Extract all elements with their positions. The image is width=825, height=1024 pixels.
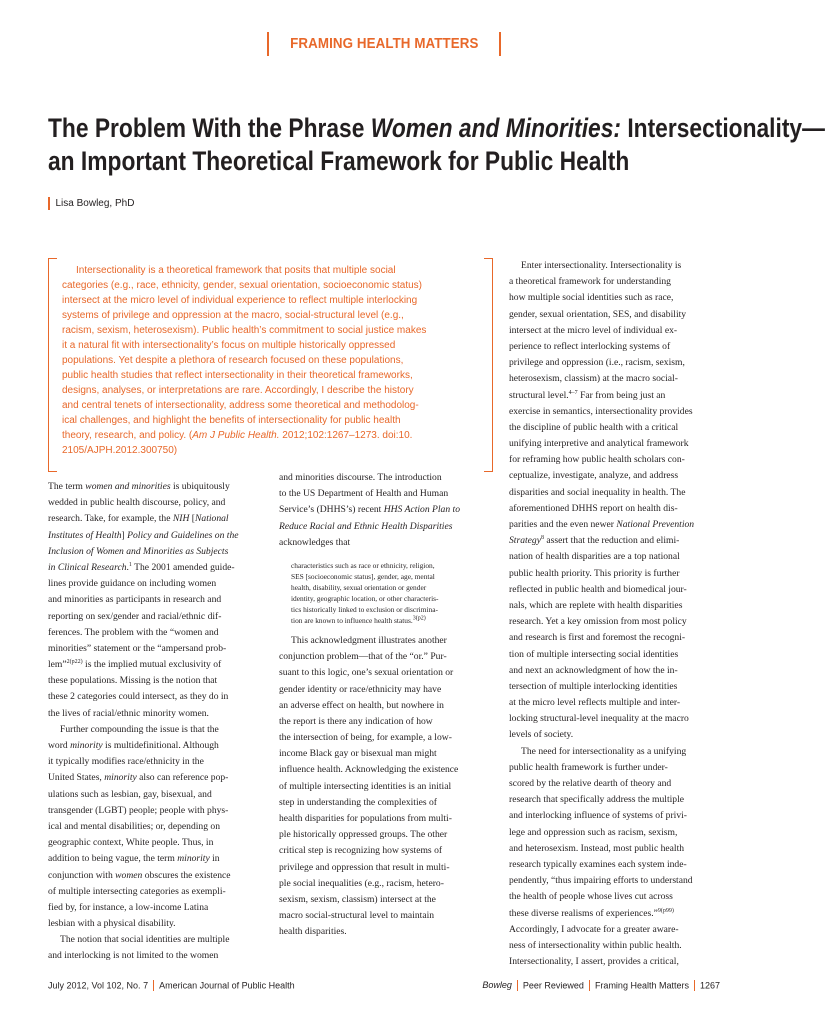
body-column-1 xyxy=(48,479,263,965)
body-line: influence health. Acknowledging the existence xyxy=(279,764,459,776)
body-line: the health of people whose lives cut across xyxy=(509,891,673,903)
byline xyxy=(48,197,134,210)
body-line: geographic context, White people. Thus, in xyxy=(48,837,214,849)
section-divider-right xyxy=(499,32,501,56)
body-line: of multiple intersecting identities is an initial xyxy=(279,780,452,792)
abstract: Intersectionality is a theoretical framework that posits that multiple social categories (e.g., race, ethnicity, gender, sexual orientation, socioeconomic status) intersect at the micro level of individual experience to reflect multiple interlocking systems of privilege and oppression at the macro, social-structural level (e.g., racism, sexism, heterosexism). Public health’s commitment to social justice makes it a natural fit with intersectionality’s focus on multiple historically oppressed populations. Yet despite a plethora of research focused on these populations, public health studies that reflect intersectionality in their theoretical frameworks, designs, analyses, or interpretations are rare. Accordingly, I describe the history and central tenets of intersectionality, address some theoretical and methodolog- ical challenges, and highlight the benefits of intersectionality for public health theory, research, and policy. (Am J Public Health. 2012;102:1267–1273. doi:10. 2105/AJPH.2012.300750) xyxy=(62,263,477,458)
body-line: and interlocking influence of systems of privi- xyxy=(509,810,687,822)
body-line: conjunction problem—that of the “or.” Pur- xyxy=(279,651,447,663)
footer-review: Peer Reviewed xyxy=(522,980,584,991)
body-line: wedded in public health discourse, policy, and xyxy=(48,497,226,509)
abstract-citation: 2012;102:1267–1273. doi:10. xyxy=(279,430,413,441)
body-line: it typically modifies race/ethnicity in the xyxy=(48,756,204,768)
body-line: ness of intersectionality within public health. xyxy=(509,939,682,951)
body-line: sexism, sexism, classism) intersect at the xyxy=(279,893,436,905)
quote-line: SES [socioeconomic status], gender, age, mental xyxy=(291,571,435,581)
body-line: step in understanding the complexities of xyxy=(279,796,437,808)
body-line: ple social inequalities (e.g., racism, hetero- xyxy=(279,877,444,889)
body-line: research. Take, for example, the NIH [National xyxy=(48,513,229,525)
body-line: for reframing how public health scholars con- xyxy=(509,454,685,466)
body-line: disparities and social inequality in health. The xyxy=(509,486,686,498)
body-line: Institutes of Health] Policy and Guidelines on the xyxy=(48,529,239,541)
body-line: nals, which are replete with health disparities xyxy=(509,599,683,611)
footer-left xyxy=(48,980,295,991)
body-line: Service’s (DHHS’s) recent HHS Action Plan to xyxy=(279,504,461,516)
body-line: The term women and minorities is ubiquitously xyxy=(48,481,230,492)
body-line: research typically examines each system inde- xyxy=(509,858,687,870)
body-line: privilege and oppression that result in multi- xyxy=(279,861,450,873)
body-line: in Clinical Research.$^1$ The 2001 amended guide- xyxy=(48,561,235,573)
body-line: and minorities as participants in research and xyxy=(48,594,222,606)
body-line: and next an acknowledgment of how the in- xyxy=(509,664,678,676)
abstract-citation-journal: Am J Public Health. xyxy=(192,430,280,441)
footer-divider xyxy=(589,980,590,991)
body-line: suant to this logic, one’s sexual orientation or xyxy=(279,667,454,679)
body-line: unifying interpretive and analytical framework xyxy=(509,438,689,450)
footer-divider xyxy=(694,980,695,991)
section-header xyxy=(0,32,768,56)
body-line: fied by, for instance, a low-income Latina xyxy=(48,901,209,913)
abstract-line: populations. Yet despite a plethora of research focused on these populations, xyxy=(62,355,404,366)
body-line: addition to being vague, the term minority in xyxy=(48,853,220,865)
body-line: and interlocking is not limited to the women xyxy=(48,950,219,962)
body-line: lege and oppression such as racism, sexism, xyxy=(509,826,678,838)
footer-section: Framing Health Matters xyxy=(594,980,689,991)
body-line: Reduce Racial and Ethnic Health Disparities xyxy=(279,520,453,532)
body-line: and research is first and foremost the recogni- xyxy=(509,632,686,644)
body-column-3 xyxy=(509,258,724,970)
body-line: privilege and oppression (i.e., racism, sexism, xyxy=(509,357,685,369)
body-line: Enter intersectionality. Intersectionality is xyxy=(521,260,682,271)
body-line: how multiple social identities such as race, xyxy=(509,292,674,304)
body-line: pendently, “thus impairing efforts to understand xyxy=(509,875,693,887)
section-label: FRAMING HEALTH MATTERS xyxy=(289,36,479,52)
body-line: health disparities for populations from multi- xyxy=(279,813,452,824)
quote-line: tics historically linked to exclusion or discrimina- xyxy=(291,604,438,614)
body-line: The need for intersectionality as a unifying xyxy=(521,745,687,757)
body-line: The notion that social identities are multiple xyxy=(60,934,230,946)
abstract-line: public health studies that reflect intersectionality in their theoretical frameworks, xyxy=(62,370,413,381)
body-line: ulations such as lesbian, gay, bisexual, and xyxy=(48,788,212,800)
body-line: United States, minority also can reference pop- xyxy=(48,772,229,784)
body-line: Intersectionality, I assert, provides a critical, xyxy=(509,956,679,968)
body-line: tion of multiple intersecting social identities xyxy=(509,648,679,660)
body-line: research. Yet a key omission from most policy xyxy=(509,616,687,628)
abstract-line: Intersectionality is a theoretical framework that posits that multiple social xyxy=(76,265,396,276)
title-line-2: an Important Theoretical Framework for Public Health xyxy=(48,146,630,176)
body-line: ceptualize, investigate, analyze, and address xyxy=(509,470,679,482)
body-column-2 xyxy=(279,470,494,941)
body-line: parities and the even newer National Prevention xyxy=(509,519,695,530)
abstract-line: racism, sexism, heterosexism). Public health’s commitment to social justice makes xyxy=(62,325,427,336)
body-line: tersection of multiple interlocking identities xyxy=(509,680,678,692)
body-line: perience to reflect interlocking systems of xyxy=(509,340,671,352)
body-line: lesbian with a physical disability. xyxy=(48,918,176,930)
body-line: macro social-structural level to maintain xyxy=(279,910,435,922)
abstract-line: intersect at the micro level of individual experience to reflect multiple interlocking xyxy=(62,295,418,306)
body-line: income Black gay or bisexual man might xyxy=(279,748,437,760)
page-number: 1267 xyxy=(699,980,720,991)
body-line: acknowledges that xyxy=(279,536,351,548)
body-line: and minorities discourse. The introduction xyxy=(279,472,442,483)
abstract-doi: 2105/AJPH.2012.300750) xyxy=(62,445,178,456)
abstract-bracket-left xyxy=(48,258,57,472)
title-part: The Problem With the Phrase xyxy=(48,113,371,143)
body-line: an adverse effect on health, but nowhere in xyxy=(279,699,444,711)
abstract-bracket-right xyxy=(484,258,493,472)
abstract-line: systems of privilege and oppression at the macro, social-structural level (e.g., xyxy=(62,310,404,321)
body-line: these diverse realisms of experiences.”$^{9(p99)}$ xyxy=(509,907,674,919)
body-line: Inclusion of Women and Minorities as Subjects xyxy=(48,545,229,557)
body-line: This acknowledgment illustrates another xyxy=(291,634,447,646)
body-line: public health framework is further under- xyxy=(509,761,668,773)
body-line: structural level.$^{4-7}$ Far from being just an xyxy=(509,389,666,401)
abstract-line: theory, research, and policy. xyxy=(62,430,187,441)
body-line: the discipline of public health with a critical xyxy=(509,421,679,433)
footer-divider xyxy=(517,980,518,991)
body-line: lem”$^{2(p22)}$ is the implied mutual exclusivity of xyxy=(48,658,222,671)
body-line: aforementioned DHHS report on health dis- xyxy=(509,502,678,514)
body-line: conjunction with women obscures the existence xyxy=(48,869,231,881)
footer-journal: American Journal of Public Health xyxy=(159,980,295,991)
body-line: at the micro level reflects multiple and inter- xyxy=(509,697,681,709)
body-line: gender, sexual orientation, SES, and disability xyxy=(509,308,687,320)
quote-line: characteristics such as race or ethnicity, religion, xyxy=(291,560,435,570)
article-title xyxy=(48,112,825,178)
body-line: gender identity or race/ethnicity may have xyxy=(279,683,442,695)
body-line: research that specifically address the multiple xyxy=(509,794,685,806)
body-line: the report is there any indication of how xyxy=(279,715,433,727)
abstract-line: it a natural fit with intersectionality’s focus on multiple historically oppressed xyxy=(62,340,396,351)
abstract-line: and central tenets of intersectionality, address some theoretical and methodolog- xyxy=(62,400,419,411)
section-divider-left xyxy=(267,32,269,56)
body-line: levels of society. xyxy=(509,729,574,741)
block-quote xyxy=(291,560,494,626)
title-italic-part: Women and Minorities: xyxy=(370,113,622,143)
body-line: reporting on sex/gender and racial/ethnic dif- xyxy=(48,610,222,622)
body-line: the intersection of being, for example, a low- xyxy=(279,732,452,744)
body-line: of multiple intersecting categories as exempli- xyxy=(48,885,226,897)
footer-issue: July 2012, Vol 102, No. 7 xyxy=(48,980,149,991)
abstract-line: designs, analyses, or interpretations are rare. Accordingly, I describe the history xyxy=(62,385,414,396)
body-line: reflected in public health and biomedical jour- xyxy=(509,583,687,595)
body-line: ferences. The problem with the “women and xyxy=(48,626,219,638)
body-line: lines provide guidance on including women xyxy=(48,578,217,590)
quote-line: identity, geographic location, or other characteris- xyxy=(291,593,439,603)
body-line: health disparities. xyxy=(279,926,347,938)
footer-divider xyxy=(153,980,154,991)
body-line: a theoretical framework for understanding xyxy=(509,276,671,288)
quote-line: health, disability, sexual orientation or gender xyxy=(291,582,427,592)
body-line: ical and mental disabilities; or, depending on xyxy=(48,820,220,832)
body-line: ple historically oppressed groups. The other xyxy=(279,829,448,841)
body-line: nation of health disparities are a top national xyxy=(509,551,680,563)
body-line: the lives of racial/ethnic minority women. xyxy=(48,707,209,719)
quote-line: tion are known to influence health status.$^{3(p2)}$ xyxy=(291,615,426,625)
footer-right xyxy=(482,980,720,991)
body-line: word minority is multidefinitional. Although xyxy=(48,740,219,751)
author-name: Lisa Bowleg, PhD xyxy=(55,198,135,209)
body-line: heterosexism, classism) at the macro social- xyxy=(509,373,678,385)
body-line: these populations. Missing is the notion that xyxy=(48,675,218,687)
body-line: Accordingly, I advocate for a greater aware- xyxy=(509,923,679,935)
title-part: Intersectionality— xyxy=(621,113,825,143)
body-line: transgender (LGBT) people; people with phys- xyxy=(48,804,229,816)
body-line: these 2 categories could intersect, as they do in xyxy=(48,691,229,703)
abstract-line: categories (e.g., race, ethnicity, gender, sexual orientation, socioeconomic status) xyxy=(62,280,423,291)
body-line: Further compounding the issue is that the xyxy=(60,723,219,735)
body-line: public health priority. This priority is further xyxy=(509,567,680,579)
body-line: to the US Department of Health and Human xyxy=(279,488,449,500)
body-line: locking structural-level inequality at the macro xyxy=(509,713,689,725)
body-line: scored by the relative dearth of theory and xyxy=(509,778,672,789)
body-line: and heterosexism. Instead, most public health xyxy=(509,842,685,854)
body-line: intersect at the micro level of individual ex- xyxy=(509,324,678,336)
body-line: minorities” statement or the “ampersand prob- xyxy=(48,642,227,654)
body-line: exercise in semantics, intersectionality provides xyxy=(509,405,693,417)
abstract-line: ical challenges, and highlight the benefits of intersectionality for public health xyxy=(62,415,401,426)
body-line: critical step is recognizing how systems of xyxy=(279,845,443,857)
byline-marker xyxy=(48,197,50,210)
body-line: Strategy$^8$ assert that the reduction and elimi- xyxy=(509,535,680,547)
footer-author: Bowleg xyxy=(482,980,512,990)
